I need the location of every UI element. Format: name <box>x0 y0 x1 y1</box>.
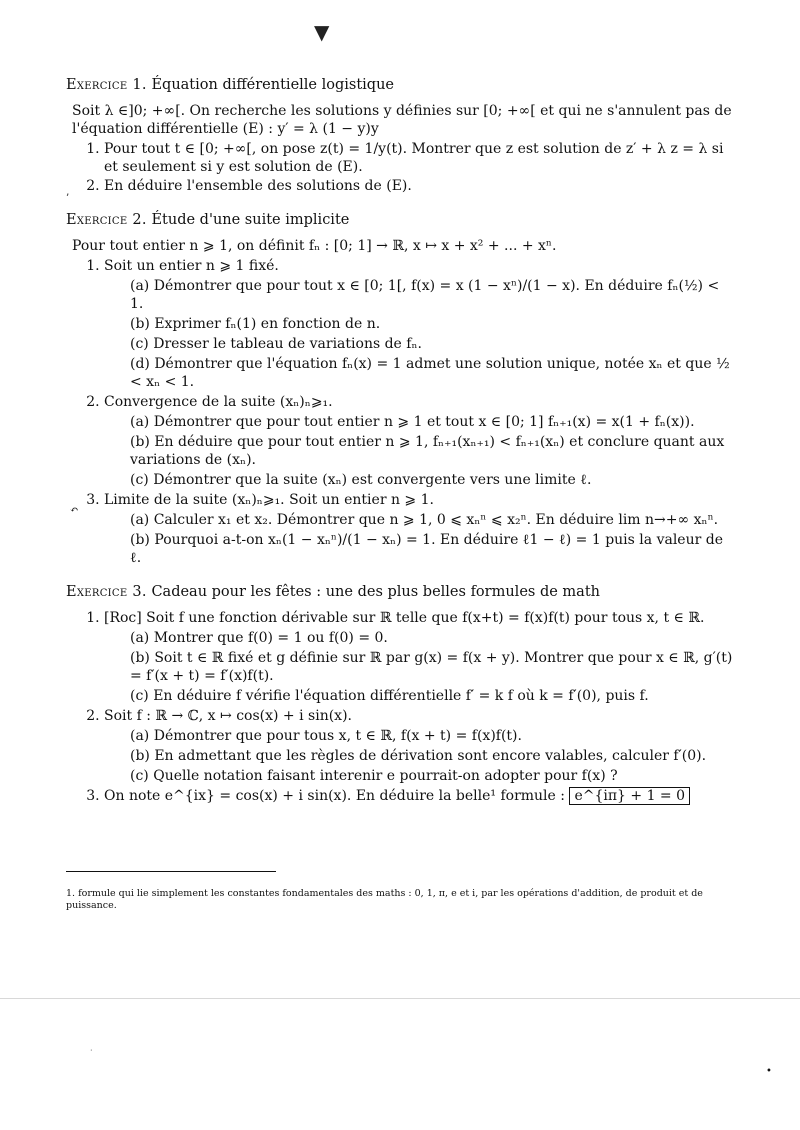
exercise-label: Exercice 1. <box>66 77 147 93</box>
subquestion-item: (a) Montrer que f(0) = 1 ou f(0) = 0. <box>130 630 388 646</box>
subquestion-item: (a) Démontrer que pour tout x ∈ [0; 1[, f(x) = x (1 − xⁿ)/(1 − x). En déduire fₙ(½) < 1. <box>130 278 720 312</box>
question-item: 1. Pour tout t ∈ [0; +∞[, on pose z(t) = 1/y(t). Montrer que z est solution de z′ + λ z = λ si et seulement si y est solution de (E). <box>104 140 734 176</box>
question-text: Soit f : ℝ → ℂ, x ↦ cos(x) + i sin(x). <box>104 708 352 724</box>
exercise-label: Exercice 3. <box>66 584 147 600</box>
question-item: 2. En déduire l'ensemble des solutions de (E). <box>104 177 734 195</box>
question-text: [Roc] Soit f une fonction dérivable sur ℝ telle que f(x+t) = f(x)f(t) pour tous x, t ∈ ℝ. <box>104 610 705 626</box>
exercise-intro: Soit λ ∈]0; +∞[. On recherche les solutions y définies sur [0; +∞[ et qui ne s'annulent pas de l'équation différentielle (E) : y′ = λ (1 − y)y <box>72 103 732 137</box>
question-text: Limite de la suite (xₙ)ₙ⩾₁. Soit un entier n ⩾ 1. <box>104 492 434 508</box>
exercise-title: Cadeau pour les fêtes : une des plus belles formules de math <box>151 584 600 600</box>
footnote-rule <box>66 871 276 872</box>
subquestion-item: (d) Démontrer que l'équation fₙ(x) = 1 admet une solution unique, notée xₙ et que ½ < xₙ < 1. <box>130 356 730 390</box>
subquestion-item: (a) Démontrer que pour tous x, t ∈ ℝ, f(x + t) = f(x)f(t). <box>130 728 522 744</box>
subquestion-list <box>104 277 734 391</box>
scan-fold-line <box>0 998 800 999</box>
exercise-title: Étude d'une suite implicite <box>151 212 350 228</box>
question-text: Convergence de la suite (xₙ)ₙ⩾₁. <box>104 394 333 410</box>
exercise-title: Équation différentielle logistique <box>151 77 395 93</box>
question-text: Soit un entier n ⩾ 1 fixé. <box>104 258 279 274</box>
scan-artifact-mark: ’ <box>66 193 70 204</box>
exercise-intro: Pour tout entier n ⩾ 1, on définit fₙ : [0; 1] → ℝ, x ↦ x + x² + ... + xⁿ. <box>72 238 557 254</box>
exercise-heading <box>66 583 734 601</box>
exercise-label: Exercice 2. <box>66 212 147 228</box>
subquestion-item: (a) Calculer x₁ et x₂. Démontrer que n ⩾ 1, 0 ⩽ xₙⁿ ⩽ x₂ⁿ. En déduire lim n→+∞ xₙⁿ. <box>130 512 719 528</box>
exercise-heading <box>66 211 734 229</box>
exercise-heading <box>66 76 734 94</box>
exercise-2 <box>66 211 734 567</box>
question-item <box>104 609 734 705</box>
question-item <box>104 257 734 391</box>
subquestion-item: (b) Exprimer fₙ(1) en fonction de n. <box>130 316 381 332</box>
subquestion-item: (b) Pourquoi a-t-on xₙ(1 − xₙⁿ)/(1 − xₙ) = 1. En déduire ℓ1 − ℓ) = 1 puis la valeur de ℓ. <box>130 532 723 566</box>
question-item <box>104 491 734 567</box>
subquestion-item: (c) Dresser le tableau de variations de fₙ. <box>130 336 422 352</box>
question-text: On note e^{ix} = cos(x) + i sin(x). En déduire la belle¹ formule : <box>104 788 565 804</box>
subquestion-list <box>104 413 734 489</box>
scan-artifact-mark: ▼ <box>314 20 330 44</box>
question-list <box>66 140 734 195</box>
scan-artifact-mark: • <box>766 1066 772 1077</box>
question-item <box>104 707 734 785</box>
question-list <box>66 609 734 805</box>
exercise-3 <box>66 583 734 805</box>
subquestion-list <box>104 511 734 567</box>
subquestion-item: (b) En admettant que les règles de dérivation sont encore valables, calculer f′(0). <box>130 748 707 764</box>
subquestion-list <box>104 727 734 785</box>
scan-artifact-mark: ↶ <box>70 505 79 516</box>
subquestion-item: (b) En déduire que pour tout entier n ⩾ 1, fₙ₊₁(xₙ₊₁) < fₙ₊₁(xₙ) et conclure quant aux variations de (xₙ). <box>130 434 725 468</box>
subquestion-item: (b) Soit t ∈ ℝ fixé et g définie sur ℝ par g(x) = f(x + y). Montrer que pour x ∈ ℝ, g′(t) = f′(x + t) = f′(x)f(t). <box>130 650 733 684</box>
exercise-1 <box>66 76 734 195</box>
footnote: 1. formule qui lie simplement les constantes fondamentales des maths : 0, 1, π, e et i, par les opérations d'addition, de produit et de puissance. <box>66 887 703 911</box>
question-list <box>66 257 734 567</box>
subquestion-item: (a) Démontrer que pour tout entier n ⩾ 1 et tout x ∈ [0; 1] fₙ₊₁(x) = x(1 + fₙ(x)). <box>130 414 695 430</box>
subquestion-item: (c) Quelle notation faisant interenir e pourrait-on adopter pour f(x) ? <box>130 768 618 784</box>
exercise-sheet <box>66 76 734 806</box>
subquestion-item: (c) Démontrer que la suite (xₙ) est convergente vers une limite ℓ. <box>130 472 592 488</box>
boxed-formula: e^{iπ} + 1 = 0 <box>569 787 690 805</box>
subquestion-item: (c) En déduire f vérifie l'équation différentielle f′ = k f où k = f′(0), puis f. <box>130 688 649 704</box>
question-item <box>104 787 734 805</box>
subquestion-list <box>104 629 734 705</box>
scan-artifact-mark: ‧ <box>90 1046 93 1055</box>
question-item <box>104 393 734 489</box>
